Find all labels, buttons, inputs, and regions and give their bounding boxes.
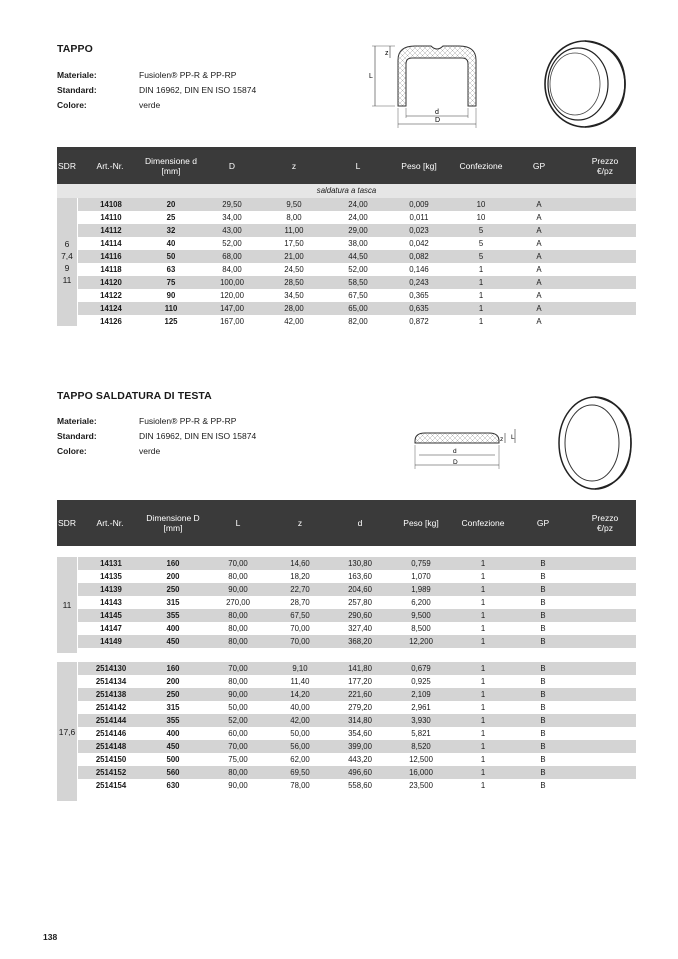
table-cell: 68,00	[222, 252, 242, 261]
table-cell: 14149	[100, 637, 122, 646]
table-row	[57, 740, 636, 753]
col-z: z	[291, 160, 297, 171]
dim-label-d: d	[435, 109, 439, 116]
table-cell: 0,042	[409, 239, 429, 248]
table-cell: 90,00	[228, 585, 248, 594]
butt-cap-cross-section-drawing	[405, 423, 525, 473]
table-cell: 257,80	[348, 598, 372, 607]
standard-value: DIN 16962, DIN EN ISO 15874	[139, 431, 257, 441]
table-cell: 1	[480, 729, 486, 738]
table-cell: 14,60	[290, 559, 310, 568]
table-cell: 14135	[100, 572, 122, 581]
table-row	[57, 198, 636, 211]
standard-label: Standard:	[57, 431, 97, 441]
table-cell: 67,50	[290, 611, 310, 620]
table-cell: B	[540, 585, 546, 594]
table-cell: 1	[480, 585, 486, 594]
table-cell: 1,989	[411, 585, 431, 594]
section-title-tappo: TAPPO	[57, 43, 93, 55]
table-cell: 250	[166, 690, 180, 699]
table-cell: 270,00	[226, 598, 250, 607]
table-cell: 67,50	[348, 291, 368, 300]
table-cell: 0,925	[411, 677, 431, 686]
col-art-nr: Art.-Nr.	[96, 518, 124, 528]
table-cell: 1	[480, 598, 486, 607]
dim-label-z: z	[500, 436, 504, 443]
table-cell: 100,00	[220, 278, 244, 287]
table-cell: 9,50	[286, 200, 302, 209]
table-cell: 8,500	[411, 624, 431, 633]
table-cell: 80,00	[228, 611, 248, 620]
table-cell: 1	[480, 664, 486, 673]
table-cell: B	[540, 637, 546, 646]
table-cell: 24,00	[348, 200, 368, 209]
standard-label: Standard:	[57, 85, 97, 95]
table-cell: 40,00	[290, 703, 310, 712]
table-cell: 3,930	[411, 716, 431, 725]
table-cell: 2514130	[95, 664, 127, 673]
table-cell: 200	[166, 572, 180, 581]
table-cell: 290,60	[348, 611, 372, 620]
table-cell: 14147	[100, 624, 122, 633]
color-label: Colore:	[57, 446, 87, 456]
table-cell: 250	[166, 585, 180, 594]
table-cell: 38,00	[348, 239, 368, 248]
table-cell: A	[536, 226, 542, 235]
table-row	[57, 583, 636, 596]
table-cell: B	[540, 677, 546, 686]
table-cell: 2514148	[95, 742, 127, 751]
table-cell: 80,00	[228, 637, 248, 646]
table-cell: 9,10	[292, 664, 308, 673]
table-cell: 70,00	[290, 637, 310, 646]
table-cell: 70,00	[228, 559, 248, 568]
table-cell: 558,60	[348, 781, 372, 790]
material-value: Fusiolen® PP-R & PP-RP	[139, 416, 237, 426]
table-cell: B	[540, 664, 546, 673]
col-price: Prezzo €/pz	[591, 513, 619, 533]
table-cell: 70,00	[228, 742, 248, 751]
table-cell: 0,243	[409, 278, 429, 287]
table-cell: 1	[480, 637, 486, 646]
table-cell: 82,00	[348, 317, 368, 326]
table-cell: 443,20	[348, 755, 372, 764]
table-cell: 1	[480, 690, 486, 699]
sdr-group-cell: 6 7,4 9 11	[57, 198, 77, 326]
table-cell: 80,00	[228, 768, 248, 777]
table-cell: 14112	[100, 226, 122, 235]
table-cell: 125	[164, 317, 178, 326]
table-cell: 450	[166, 742, 180, 751]
table-cell: 34,00	[222, 213, 242, 222]
col-dimension: Dimensione D [mm]	[146, 513, 200, 533]
table-cell: 16,000	[409, 768, 433, 777]
table-cell: 204,60	[348, 585, 372, 594]
table-cell: 0,872	[409, 317, 429, 326]
table-cell: 25	[166, 213, 176, 222]
color-label: Colore:	[57, 100, 87, 110]
table-cell: 80,00	[228, 572, 248, 581]
table-row	[57, 302, 636, 315]
table-row	[57, 263, 636, 276]
dim-label-D: D	[453, 459, 458, 466]
table-cell: 200	[166, 677, 180, 686]
section-title-butt-weld-cap: TAPPO SALDATURA DI TESTA	[57, 390, 212, 402]
table-cell: 9,500	[411, 611, 431, 620]
table-cell: 630	[166, 781, 180, 790]
table-cell: 70,00	[290, 624, 310, 633]
table-cell: 160	[166, 664, 180, 673]
table-cell: 28,70	[290, 598, 310, 607]
table-cell: 14118	[100, 265, 122, 274]
table-cell: 17,50	[284, 239, 304, 248]
table-cell: 2,109	[411, 690, 431, 699]
table-row	[57, 224, 636, 237]
table-cell: B	[540, 598, 546, 607]
sdr-group-cell-17-6: 17,6	[57, 662, 77, 801]
table-row	[57, 753, 636, 766]
table-cell: 2514138	[95, 690, 127, 699]
table-cell: 2514150	[95, 755, 127, 764]
table-cell: 0,679	[411, 664, 431, 673]
table-header-1	[57, 147, 636, 184]
table-row	[57, 570, 636, 583]
table-row	[57, 557, 636, 570]
table-cell: 12,500	[409, 755, 433, 764]
table-subheader: saldatura a tasca	[57, 184, 636, 198]
table-row	[57, 675, 636, 688]
table-row	[57, 609, 636, 622]
table-cell: A	[536, 291, 542, 300]
table-cell: 14131	[100, 559, 122, 568]
table-cell: 279,20	[348, 703, 372, 712]
table-body-2a	[57, 557, 636, 648]
table-cell: 1	[478, 278, 484, 287]
table-cell: 355	[166, 716, 180, 725]
col-art-nr: Art.-Nr.	[96, 160, 124, 171]
table-cell: 327,40	[348, 624, 372, 633]
table-cell: 368,20	[348, 637, 372, 646]
table-row	[57, 662, 636, 675]
sdr-group-cell-11: 11	[57, 557, 77, 653]
table-cell: 141,80	[348, 664, 372, 673]
table-cell: B	[540, 742, 546, 751]
table-row	[57, 701, 636, 714]
table-cell: B	[540, 611, 546, 620]
table-cell: 10	[476, 213, 486, 222]
table-cell: 1	[480, 624, 486, 633]
table-cell: B	[540, 559, 546, 568]
color-value: verde	[139, 100, 161, 110]
table-body-1	[57, 198, 636, 328]
table-cell: B	[540, 572, 546, 581]
table-cell: 315	[166, 598, 180, 607]
table-cell: 2514146	[95, 729, 127, 738]
table-cell: 1	[480, 742, 486, 751]
table-cell: A	[536, 265, 542, 274]
dim-label-L: L	[369, 73, 373, 80]
table-cell: 1	[480, 781, 486, 790]
material-label: Materiale:	[57, 70, 97, 80]
table-cell: 0,011	[409, 213, 429, 222]
dim-label-L: L	[511, 434, 515, 441]
table-cell: 0,009	[409, 200, 429, 209]
table-cell: 354,60	[348, 729, 372, 738]
table-cell: 42,00	[290, 716, 310, 725]
table-row	[57, 596, 636, 609]
table-row	[57, 289, 636, 302]
table-cell: 400	[166, 729, 180, 738]
table-cell: 450	[166, 637, 180, 646]
table-cell: 11,40	[290, 677, 310, 686]
table-cell: 160	[166, 559, 180, 568]
table-cell: 314,80	[348, 716, 372, 725]
table-row	[57, 315, 636, 328]
table-cell: B	[540, 781, 546, 790]
col-sdr: SDR	[58, 160, 76, 171]
table-cell: 90,00	[228, 781, 248, 790]
col-package: Confezione	[459, 160, 503, 171]
table-cell: B	[540, 729, 546, 738]
table-cell: 28,50	[284, 278, 304, 287]
table-cell: 69,50	[290, 768, 310, 777]
table-cell: 167,00	[220, 317, 244, 326]
table-row	[57, 237, 636, 250]
table-cell: 80,00	[228, 624, 248, 633]
table-cell: B	[540, 690, 546, 699]
table-cell: 2514134	[95, 677, 127, 686]
col-weight: Peso [kg]	[403, 518, 439, 528]
table-cell: 5,821	[411, 729, 431, 738]
dim-label-d: d	[453, 448, 457, 455]
table-cell: 58,50	[348, 278, 368, 287]
table-cell: 500	[166, 755, 180, 764]
table-cell: 1	[478, 291, 484, 300]
table-cell: A	[536, 239, 542, 248]
table-cell: A	[536, 213, 542, 222]
table-cell: 14120	[100, 278, 122, 287]
page-number: 138	[43, 932, 58, 942]
table-cell: 496,60	[348, 768, 372, 777]
table-row	[57, 714, 636, 727]
table-cell: A	[536, 200, 542, 209]
table-cell: A	[536, 252, 542, 261]
table-cell: 90	[166, 291, 176, 300]
table-cell: 1	[478, 304, 484, 313]
table-cell: 12,200	[409, 637, 433, 646]
col-D: D	[228, 160, 236, 171]
table-cell: 2514152	[95, 768, 127, 777]
table-row	[57, 635, 636, 648]
butt-cap-product-illustration	[555, 393, 635, 493]
dim-label-z: z	[385, 50, 389, 57]
table-cell: 14116	[100, 252, 122, 261]
color-value: verde	[139, 446, 161, 456]
table-cell: 5	[478, 226, 484, 235]
table-cell: 8,520	[411, 742, 431, 751]
table-cell: 163,60	[348, 572, 372, 581]
table-cell: 2514154	[95, 781, 127, 790]
col-L: L	[355, 160, 361, 171]
table-cell: 5	[478, 239, 484, 248]
table-cell: 0,635	[409, 304, 429, 313]
table-cell: B	[540, 703, 546, 712]
table-cell: 63	[166, 265, 176, 274]
table-cell: 6,200	[411, 598, 431, 607]
table-cell: 120,00	[220, 291, 244, 300]
table-cell: 62,00	[290, 755, 310, 764]
table-cell: B	[540, 755, 546, 764]
table-cell: 355	[166, 611, 180, 620]
table-cell: 1,070	[411, 572, 431, 581]
table-cell: 14114	[100, 239, 122, 248]
col-sdr: SDR	[58, 518, 76, 528]
table-cell: 1	[478, 317, 484, 326]
table-cell: A	[536, 317, 542, 326]
col-gp: GP	[532, 160, 546, 171]
table-cell: 21,00	[284, 252, 304, 261]
table-cell: 56,00	[290, 742, 310, 751]
col-d: d	[357, 518, 363, 528]
table-cell: 52,00	[222, 239, 242, 248]
table-cell: B	[540, 768, 546, 777]
table-cell: 110	[164, 304, 178, 313]
table-cell: 14,20	[290, 690, 310, 699]
table-cell: 560	[166, 768, 180, 777]
table-cell: 10	[476, 200, 486, 209]
table-cell: 2514142	[95, 703, 127, 712]
table-cell: 40	[166, 239, 176, 248]
col-dimension: Dimensione d [mm]	[145, 155, 197, 176]
table-cell: 14110	[100, 213, 122, 222]
table-cell: 14139	[100, 585, 122, 594]
table-cell: 42,00	[284, 317, 304, 326]
table-cell: 1	[480, 768, 486, 777]
table-cell: 50,00	[228, 703, 248, 712]
table-cell: 24,00	[348, 213, 368, 222]
table-cell: 29,00	[348, 226, 368, 235]
table-cell: 1	[480, 716, 486, 725]
table-cell: 14126	[100, 317, 122, 326]
table-cell: 23,500	[409, 781, 433, 790]
table-cell: 14145	[100, 611, 122, 620]
cap-cross-section-drawing	[365, 38, 495, 130]
table-cell: 147,00	[220, 304, 244, 313]
table-cell: 22,70	[290, 585, 310, 594]
col-gp: GP	[536, 518, 550, 528]
table-cell: 50	[166, 252, 176, 261]
table-cell: 52,00	[228, 716, 248, 725]
table-cell: 75	[166, 278, 176, 287]
table-cell: 1	[480, 611, 486, 620]
table-cell: 14124	[100, 304, 122, 313]
col-package: Confezione	[461, 518, 505, 528]
table-cell: 32	[166, 226, 176, 235]
table-cell: 90,00	[228, 690, 248, 699]
table-cell: 2514144	[95, 716, 127, 725]
table-cell: 24,50	[284, 265, 304, 274]
table-row	[57, 766, 636, 779]
table-cell: 0,759	[411, 559, 431, 568]
table-cell: 44,50	[348, 252, 368, 261]
table-header-2	[57, 500, 636, 546]
table-cell: 221,60	[348, 690, 372, 699]
table-row	[57, 622, 636, 635]
dim-label-D: D	[435, 117, 441, 124]
table-cell: 0,365	[409, 291, 429, 300]
table-cell: 2,961	[411, 703, 431, 712]
col-L: L	[235, 518, 241, 528]
table-cell: 50,00	[290, 729, 310, 738]
table-row	[57, 727, 636, 740]
table-cell: 70,00	[228, 664, 248, 673]
material-label: Materiale:	[57, 416, 97, 426]
table-cell: 400	[166, 624, 180, 633]
table-cell: 43,00	[222, 226, 242, 235]
table-row	[57, 779, 636, 792]
table-cell: 0,082	[409, 252, 429, 261]
material-value: Fusiolen® PP-R & PP-RP	[139, 70, 237, 80]
table-cell: 5	[478, 252, 484, 261]
table-cell: 1	[480, 677, 486, 686]
table-cell: 20	[166, 200, 176, 209]
table-cell: 65,00	[348, 304, 368, 313]
table-cell: A	[536, 278, 542, 287]
col-price: Prezzo €/pz	[591, 155, 619, 176]
table-cell: 0,023	[409, 226, 429, 235]
table-cell: B	[540, 624, 546, 633]
table-body-2b	[57, 662, 636, 792]
table-cell: 8,00	[286, 213, 302, 222]
table-cell: A	[536, 304, 542, 313]
table-row	[57, 211, 636, 224]
standard-value: DIN 16962, DIN EN ISO 15874	[139, 85, 257, 95]
table-cell: 14108	[100, 200, 122, 209]
table-row	[57, 276, 636, 289]
table-cell: 1	[478, 265, 484, 274]
table-cell: 177,20	[348, 677, 372, 686]
table-cell: 28,00	[284, 304, 304, 313]
table-cell: 29,50	[222, 200, 242, 209]
table-cell: 84,00	[222, 265, 242, 274]
table-cell: 130,80	[348, 559, 372, 568]
table-cell: 60,00	[228, 729, 248, 738]
table-cell: 78,00	[290, 781, 310, 790]
table-cell: 14122	[100, 291, 122, 300]
table-cell: 18,20	[290, 572, 310, 581]
table-cell: 1	[480, 572, 486, 581]
table-cell: 11,00	[284, 226, 304, 235]
table-cell: 80,00	[228, 677, 248, 686]
table-cell: 1	[480, 755, 486, 764]
table-row	[57, 250, 636, 263]
table-cell: 1	[480, 703, 486, 712]
table-cell: 315	[166, 703, 180, 712]
table-cell: 52,00	[348, 265, 368, 274]
table-cell: 14143	[100, 598, 122, 607]
table-cell: 399,00	[348, 742, 372, 751]
table-cell: B	[540, 716, 546, 725]
col-weight: Peso [kg]	[401, 160, 437, 171]
col-z: z	[297, 518, 303, 528]
table-cell: 34,50	[284, 291, 304, 300]
table-cell: 1	[480, 559, 486, 568]
table-row	[57, 688, 636, 701]
cap-product-illustration	[530, 38, 630, 130]
table-cell: 0,146	[409, 265, 429, 274]
table-cell: 75,00	[228, 755, 248, 764]
